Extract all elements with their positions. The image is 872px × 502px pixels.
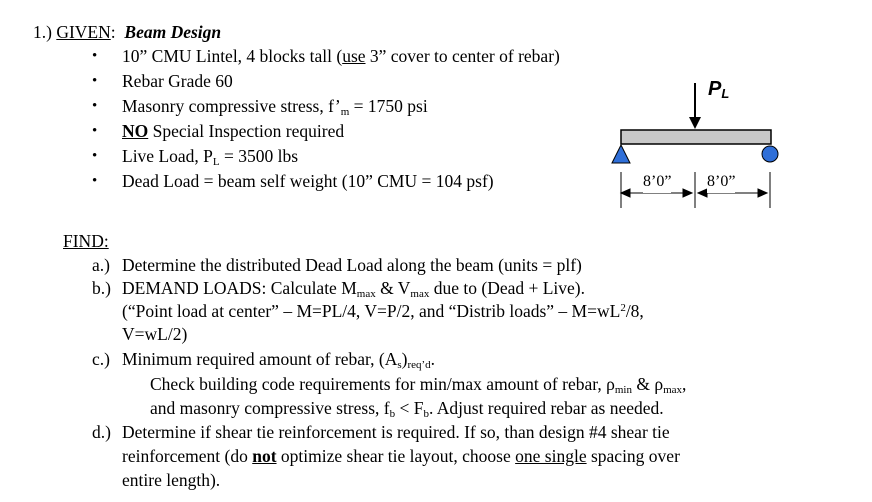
find-text: < F (395, 398, 424, 418)
find-a-letter: a.) (92, 255, 110, 275)
roller-support-icon (762, 146, 778, 162)
bullet-dot: • (92, 98, 98, 114)
subscript: max (356, 288, 376, 300)
bullet-text: 3” cover to center of rebar) (365, 46, 560, 66)
subscript: b (389, 408, 396, 420)
find-text: Check building code requirements for min/max amount of rebar, ρ (150, 374, 615, 394)
pin-support-icon (612, 145, 630, 163)
find-text: and masonry compressive stress, f (150, 398, 390, 418)
find-c-line1 (122, 348, 435, 370)
bullet-dot: • (92, 123, 98, 139)
find-text: . Adjust required rebar as needed. (428, 398, 664, 418)
span-left-label: 8’0” (643, 171, 671, 193)
find-text: (“Point load at center” – M=PL/4, V=P/2, and “Distrib loads” – M=wL (122, 301, 621, 321)
subscript: min (614, 384, 632, 396)
find-text: due to (Dead + Live). (429, 278, 586, 298)
find-label: FIND: (63, 231, 109, 251)
find-c-line2 (150, 373, 686, 395)
find-text: optimize shear tie layout, choose (276, 446, 516, 466)
load-subscript: L (721, 86, 730, 101)
bullet-text: Masonry compressive stress, f’ (122, 96, 341, 116)
find-b-line2 (122, 300, 644, 322)
find-text: ) (401, 349, 408, 369)
find-b-line3: V=wL/2) (122, 324, 188, 344)
find-text: . (430, 349, 436, 369)
find-d-letter: d.) (92, 422, 111, 442)
bullet-text: 10” CMU Lintel, 4 blocks tall ( (122, 46, 343, 66)
beam (621, 130, 771, 144)
bullet-dot: • (92, 48, 98, 64)
find-d-line3: entire length). (122, 470, 221, 490)
find-bold: not (252, 446, 277, 466)
bullet-dot: • (92, 148, 98, 164)
problem-title: Beam Design (124, 22, 222, 42)
bullet-text: Live Load, P (122, 146, 213, 166)
find-d-line1: Determine if shear tie reinforcement is required. If so, than design #4 shear tie (122, 422, 670, 442)
problem-number: 1.) (33, 22, 52, 42)
superscript: 2 (620, 302, 626, 314)
find-d-line2 (122, 445, 680, 467)
span-right-label: 8’0” (707, 171, 735, 193)
bullet-text: = 1750 psi (349, 96, 428, 116)
subscript: L (212, 156, 220, 168)
bullet-dot: • (92, 173, 98, 189)
find-text: DEMAND LOADS: Calculate M (122, 278, 357, 298)
subscript: b (423, 408, 429, 420)
given-label: GIVEN (56, 22, 111, 42)
subscript: m (340, 106, 350, 118)
find-text: , (682, 374, 687, 394)
subscript: req’d (407, 359, 431, 371)
find-text: reinforcement (do (122, 446, 253, 466)
find-a-text: Determine the distributed Dead Load along the beam (units = plf) (122, 255, 582, 275)
load-letter: P (708, 78, 722, 100)
find-text: & V (375, 278, 411, 298)
find-b-letter: b.) (92, 278, 111, 298)
find-text: Minimum required amount of rebar, (A (122, 349, 398, 369)
subscript: s (397, 359, 402, 371)
bullet-text: Dead Load = beam self weight (10” CMU = 104 psf) (122, 171, 494, 191)
find-c-line3 (150, 397, 664, 419)
bullet-text: = 3500 lbs (219, 146, 299, 166)
find-text: spacing over (586, 446, 680, 466)
point-load-arrow-icon (689, 83, 701, 129)
bullet-dot: • (92, 73, 98, 89)
given-colon: : (110, 22, 116, 42)
point-load-label (708, 78, 729, 100)
find-text: & ρ (631, 374, 664, 394)
subscript: max (663, 384, 683, 396)
find-b-line1 (122, 277, 585, 299)
bullet-text: Rebar Grade 60 (122, 71, 233, 91)
bullet-text: Special Inspection required (148, 121, 345, 141)
bullet-bold: NO (122, 121, 149, 141)
find-c-letter: c.) (92, 349, 110, 369)
bullet-underline: use (342, 46, 366, 66)
find-text: /8, (625, 301, 644, 321)
subscript: max (410, 288, 430, 300)
find-underline: one single (515, 446, 587, 466)
